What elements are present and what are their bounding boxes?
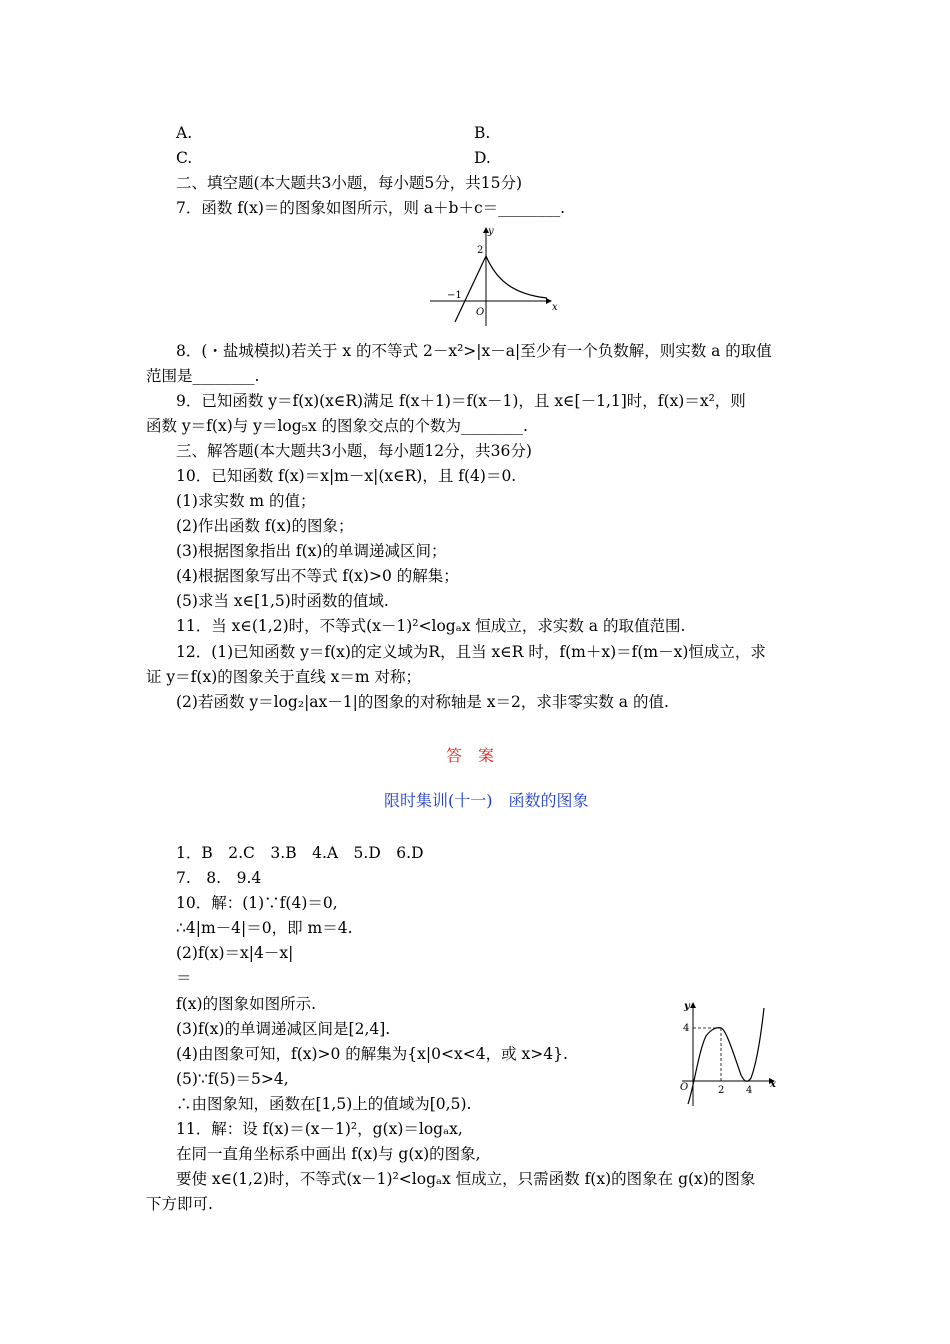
answer-10-line-8: (5)∵f(5)＝5>4,: [176, 1070, 289, 1088]
option-c: C.: [176, 149, 193, 167]
origin-label: O: [476, 307, 485, 318]
answer-10-line-2: ∴4|m－4|＝0，即 m＝4.: [176, 919, 353, 937]
origin-label: O: [680, 1082, 689, 1093]
answer-10-line-1: 10．解：(1)∵f(4)＝0,: [176, 894, 338, 912]
answer-choices: 1．B 2.C 3.B 4.A 5.D 6.D: [176, 844, 424, 862]
answer-10-graph: [674, 1000, 786, 1108]
question-7: 7．函数 f(x)＝的图象如图所示，则 a＋b＋c＝________.: [176, 199, 566, 217]
answer-10-line-7: (4)由图象可知，f(x)>0 的解集为{x|0<x<4，或 x>4}.: [176, 1045, 568, 1063]
x-label: x: [770, 1079, 776, 1090]
question-9-line-1: 9．已知函数 y＝f(x)(x∈R)满足 f(x＋1)＝f(x－1)，且 x∈[－1,1]时，f(x)＝x²，则: [176, 392, 746, 410]
section-heading-fill-in: 二、填空题(本大题共3小题，每小题5分，共15分): [176, 174, 523, 192]
option-b: B.: [474, 124, 491, 142]
answer-11-line-1: 11．解：设 f(x)＝(x－1)²，g(x)＝logₐx,: [176, 1120, 463, 1138]
question-10-part-2: (2)作出函数 f(x)的图象；: [176, 517, 354, 535]
y-tick-label: 2: [477, 245, 484, 256]
answer-fill-ins: 7. 8. 9.4: [176, 869, 262, 887]
question-10-part-4: (4)根据图象写出不等式 f(x)>0 的解集；: [176, 567, 459, 585]
curve-decay-part: [486, 256, 547, 298]
answer-title: 答 案: [446, 746, 495, 765]
question-10-part-5: (5)求当 x∈[1,5)时函数的值域.: [176, 592, 389, 610]
option-a: A.: [176, 124, 193, 142]
answer-10-line-4: ＝: [176, 969, 192, 987]
answer-10-line-6: (3)f(x)的单调递减区间是[2,4].: [176, 1020, 391, 1038]
answer-subtitle: 限时集训(十一) 函数的图象: [384, 791, 589, 810]
question-9-line-2: 函数 y＝f(x)与 y＝log₅x 的图象交点的个数为________.: [146, 417, 528, 435]
question-12-line-2: 证 y＝f(x)的图象关于直线 x＝m 对称；: [146, 668, 422, 686]
function-curve: [688, 1008, 764, 1104]
question-12-line-1: 12．(1)已知函数 y＝f(x)的定义域为R，且当 x∈R 时，f(m＋x)＝f(m－x)恒成立，求: [176, 643, 766, 661]
answer-10-line-5: f(x)的图象如图所示.: [176, 995, 317, 1013]
answer-11-line-3: 要使 x∈(1,2)时，不等式(x－1)²<logₐx 恒成立，只需函数 f(x)的图象在 g(x)的图象: [176, 1170, 756, 1188]
section-heading-solve: 三、解答题(本大题共3小题，每小题12分，共36分): [176, 442, 532, 460]
y-label: y: [488, 226, 494, 237]
question-8-line-1: 8．(・盐城模拟)若关于 x 的不等式 2－x²>|x－a|至少有一个负数解，则实数 a 的取值: [176, 342, 772, 360]
question-12-part-2: (2)若函数 y＝log₂|ax－1|的图象的对称轴是 x＝2，求非零实数 a 的值.: [176, 693, 669, 711]
x-label: x: [552, 302, 558, 313]
answer-10-line-3: (2)f(x)＝x|4－x|: [176, 944, 294, 962]
option-d: D.: [474, 149, 491, 167]
x-tick-label-2: 2: [718, 1085, 725, 1096]
answer-10-line-9: ∴由图象知，函数在[1,5)上的值域为[0,5).: [176, 1095, 472, 1113]
question-10: 10．已知函数 f(x)＝x|m－x|(x∈R)，且 f(4)＝0.: [176, 467, 517, 485]
question-8-line-2: 范围是________.: [146, 367, 260, 385]
question-10-part-1: (1)求实数 m 的值；: [176, 492, 316, 510]
x-tick-label-4: 4: [746, 1085, 753, 1096]
y-label: y: [684, 1001, 690, 1012]
question-7-graph: [425, 222, 565, 330]
y-tick-label: 4: [683, 1023, 690, 1034]
question-11: 11．当 x∈(1,2)时，不等式(x－1)²<logₐx 恒成立，求实数 a 的取值范围.: [176, 617, 686, 635]
answer-11-line-2: 在同一直角坐标系中画出 f(x)与 g(x)的图象,: [176, 1145, 481, 1163]
question-10-part-3: (3)根据图象指出 f(x)的单调递减区间；: [176, 542, 447, 560]
x-tick-label: −1: [447, 290, 462, 301]
answer-11-line-4: 下方即可.: [146, 1195, 213, 1213]
